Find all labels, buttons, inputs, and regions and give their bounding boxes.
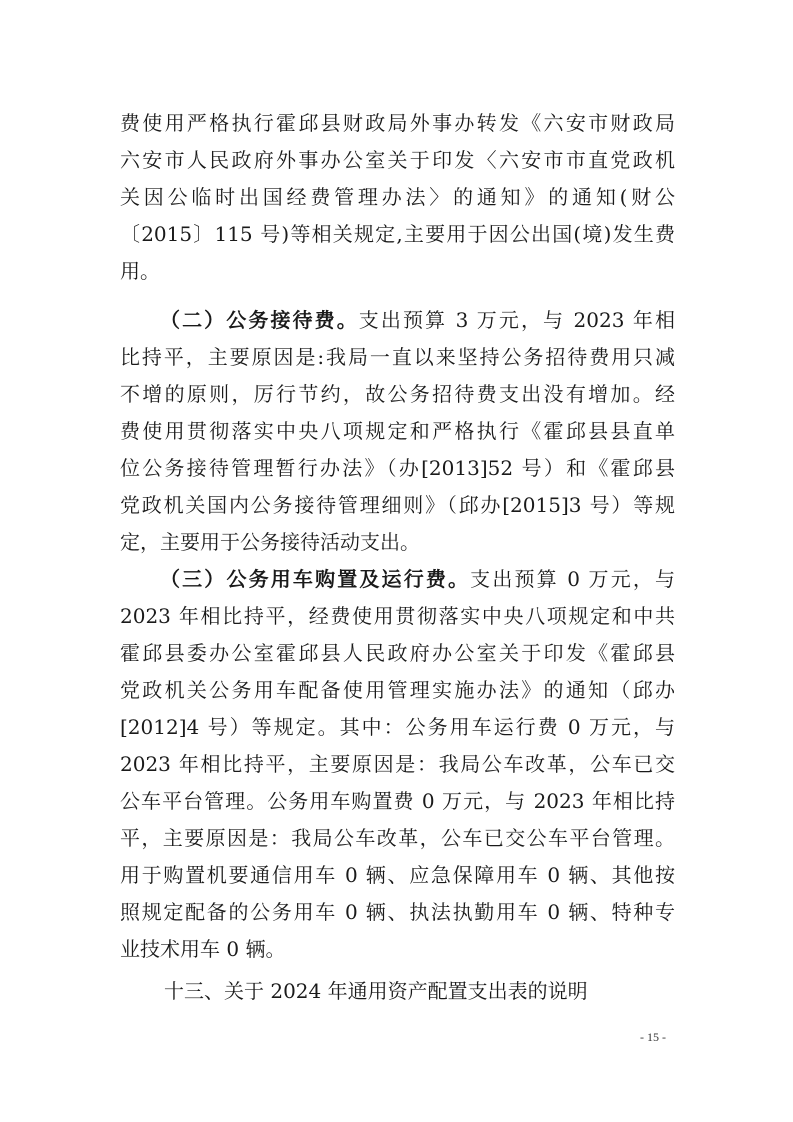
text-line: 照规定配备的公务用车 0 辆、执法执勤用车 0 辆、特种专: [120, 900, 675, 924]
text-line: 公车平台管理。公务用车购置费 0 万元，与 2023 年相比持: [120, 789, 675, 813]
text-line: 六安市人民政府外事办公室关于印发〈六安市市直党政机: [120, 148, 675, 172]
text-line: 费使用贯彻落实中央八项规定和严格执行《霍邱县县直单: [120, 419, 675, 443]
section-heading: 十三、关于 2024 年通用资产配置支出表的说明: [164, 979, 588, 1003]
paragraph-first-line: [160, 566, 675, 592]
text-line: 党政机关公务用车配备使用管理实施办法》的通知（邱办: [120, 678, 675, 702]
page-number: - 15 -: [640, 1030, 666, 1044]
text-line: 不增的原则，厉行节约，故公务招待费支出没有增加。经: [120, 382, 675, 406]
text-line: 〔2015〕115 号)等相关规定,主要用于因公出国(境)发生费: [120, 222, 675, 246]
text-line: 2023 年相比持平，经费使用贯彻落实中央八项规定和中共: [120, 604, 675, 628]
text-line: 用。: [120, 259, 160, 283]
subsection-title: （二）公务接待费。: [160, 308, 359, 332]
text-line: 2023 年相比持平，主要原因是：我局公车改革，公车已交: [120, 752, 675, 776]
text-line: 业技术用车 0 辆。: [120, 937, 286, 961]
text-line: 用于购置机要通信用车 0 辆、应急保障用车 0 辆、其他按: [120, 863, 675, 887]
text-line: 费使用严格执行霍邱县财政局外事办转发《六安市财政局: [120, 111, 675, 135]
text-line: 支出预算 0 万元，与: [470, 567, 675, 591]
text-line: 霍邱县委办公室霍邱县人民政府办公室关于印发《霍邱县: [120, 641, 675, 665]
text-line: 支出预算 3 万元，与 2023 年相: [358, 308, 675, 332]
text-line: 平，主要原因是：我局公车改革，公车已交公车平台管理。: [120, 826, 675, 850]
paragraph-first-line: [160, 307, 675, 333]
text-line: 位公务接待管理暂行办法》（办[2013]52 号）和《霍邱县: [120, 456, 675, 480]
text-line: 定，主要用于公务接待活动支出。: [120, 530, 420, 554]
text-line: 党政机关国内公务接待管理细则》（邱办[2015]3 号）等规: [120, 493, 675, 517]
text-line: 比持平，主要原因是:我局一直以来坚持公务招待费用只减: [120, 345, 675, 369]
text-line: 关因公临时出国经费管理办法〉的通知》的通知(财公: [120, 185, 675, 209]
text-line: [2012]4 号）等规定。其中：公务用车运行费 0 万元，与: [120, 715, 675, 739]
subsection-title: （三）公务用车购置及运行费。: [160, 567, 471, 591]
